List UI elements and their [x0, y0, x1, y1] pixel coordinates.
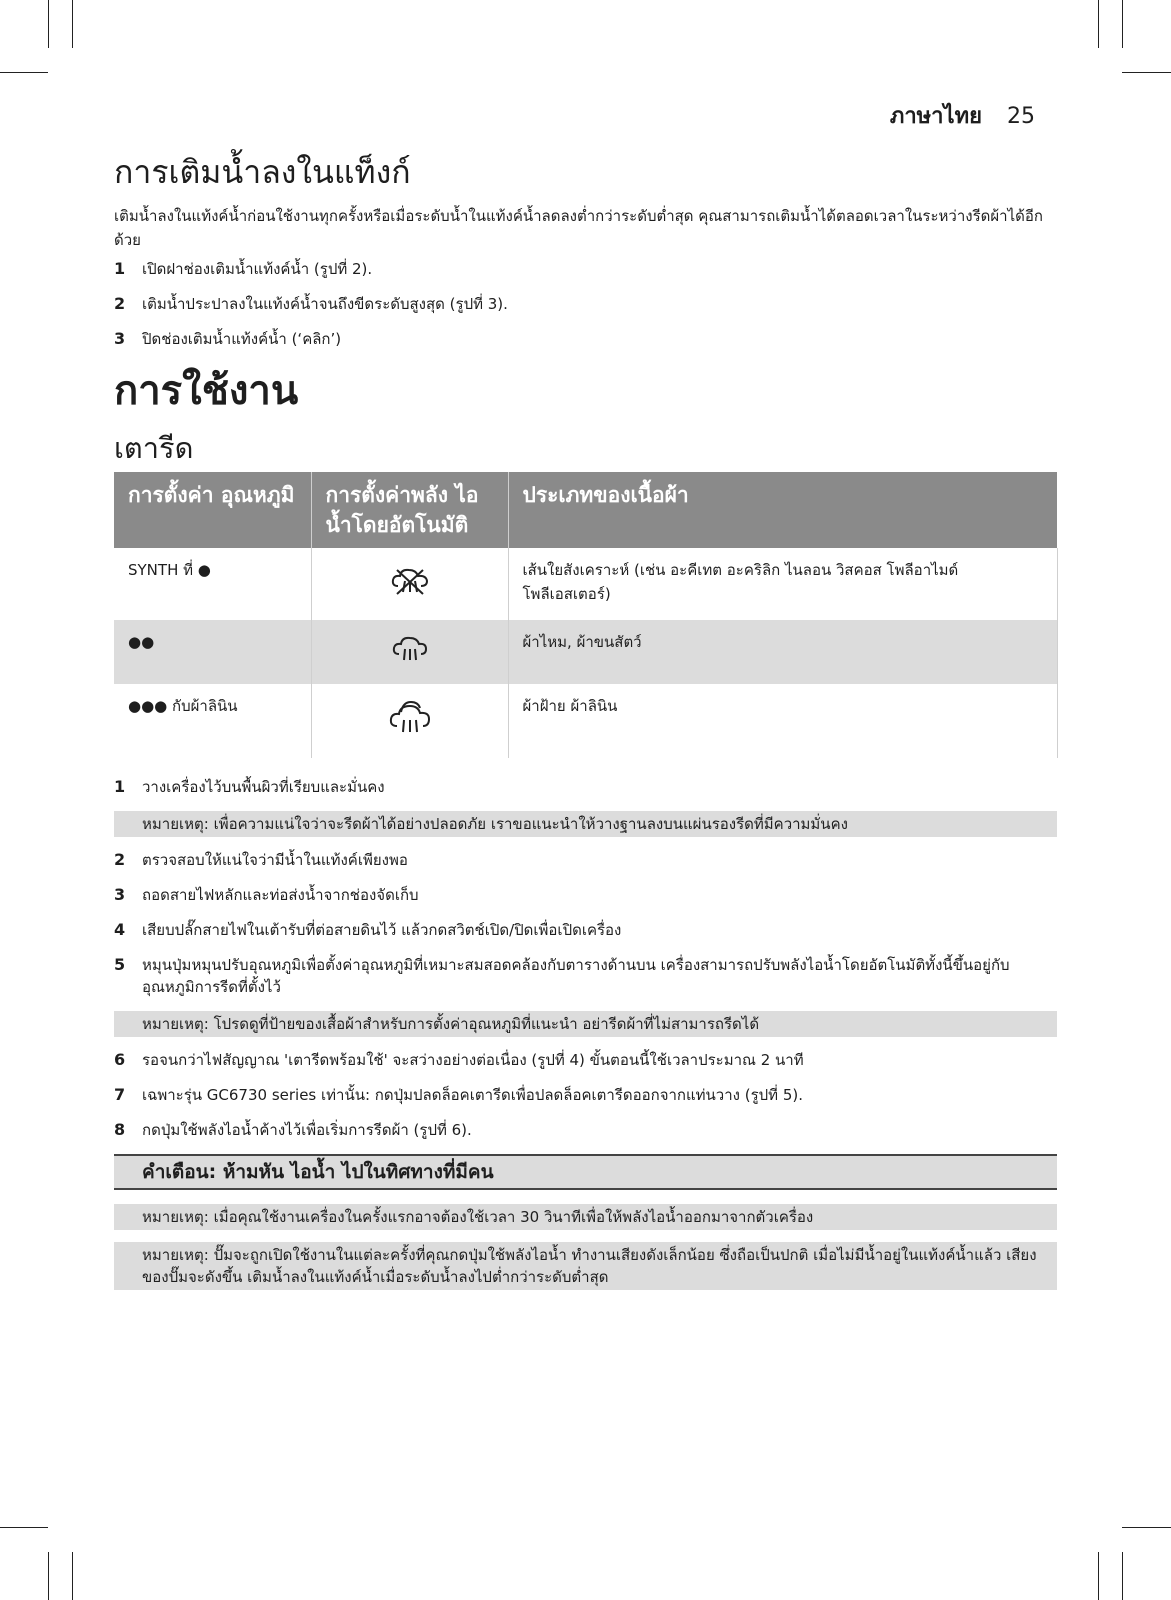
- crop-mark: [1098, 1552, 1099, 1600]
- steam-high-icon: [387, 700, 433, 736]
- step-text: หมุนปุ่มหมุนปรับอุณหภูมิเพื่อตั้งค่าอุณหภูมิที่เหมาะสมสอดคล้องกับตารางด้านบน เครื่องสามารถปรับพลังไอน้ำโดยอัตโนมัติทั้งนี้ขึ้นอยู่กับอุณหภูมิการรีดที่ตั้งไว้: [142, 956, 1010, 996]
- list-item: 7 เฉพาะรุ่น GC6730 series เท่านั้น: กดปุ่มปลดล็อคเตารีดเพื่อปลดล็อคเตารีดออกจากแท่นวาง (รูปที่ 5).: [114, 1085, 803, 1104]
- crop-mark: [1122, 1552, 1123, 1600]
- warning-box: คำเตือน: ห้ามหัน ไอน้ำ ไปในทิศทางที่มีคน: [114, 1154, 1057, 1190]
- table-header-row: [114, 472, 1057, 548]
- usage-steps: [114, 1049, 1057, 1141]
- fabric-cell: ผ้าไหม, ผ้าขนสัตว์: [508, 620, 1057, 684]
- crop-mark: [48, 1552, 49, 1600]
- header-steam: การตั้งค่าพลัง ไอน้ำโดยอัตโนมัติ: [311, 472, 508, 548]
- header-fabric: ประเภทของเนื้อผ้า: [508, 472, 1057, 548]
- usage-title: การใช้งาน: [114, 368, 299, 414]
- step-text: เปิดฝาช่องเติมน้ำแท้งค์น้ำ (รูปที่ 2).: [142, 260, 373, 278]
- list-item: 3 ถอดสายไฟหลักและท่อส่งน้ำจากช่องจัดเก็บ: [114, 885, 419, 904]
- step-text: ถอดสายไฟหลักและท่อส่งน้ำจากช่องจัดเก็บ: [142, 886, 419, 904]
- steam-low-icon: [390, 634, 430, 664]
- usage-steps: [114, 849, 1057, 998]
- page-header: [890, 98, 1035, 133]
- step-text: เสียบปลั๊กสายไฟในเต้ารับที่ต่อสายดินไว้ แล้วกดสวิตช์เปิด/ปิดเพื่อเปิดเครื่อง: [142, 921, 622, 939]
- table-row: [114, 684, 1057, 758]
- fill-title: การเติมน้ำลงในแท็งก์: [114, 153, 411, 191]
- step-text: รอจนกว่าไฟสัญญาณ 'เตารีดพร้อมใช้' จะสว่างอย่างต่อเนื่อง (รูปที่ 4) ขั้นตอนนี้ใช้เวลาประมาณ 2 นาที: [142, 1051, 804, 1069]
- page-content: [114, 150, 1057, 1302]
- usage-subtitle: เตารีด: [114, 431, 194, 465]
- step-text: วางเครื่องไว้บนพื้นผิวที่เรียบและมั่นคง: [142, 778, 385, 796]
- temp-cell: ●●● กับผ้าลินิน: [114, 684, 311, 758]
- fabric-cell: ผ้าฝ้าย ผ้าลินิน: [508, 684, 1057, 758]
- step-number: 2: [114, 294, 126, 313]
- step-number: 3: [114, 329, 126, 348]
- note-box: หมายเหตุ: โปรดดูที่ป้ายของเสื้อผ้าสำหรับการตั้งค่าอุณหภูมิที่แนะนำ อย่ารีดผ้าที่ไม่สามารถรีดได้: [114, 1011, 1057, 1037]
- crop-mark: [0, 1527, 48, 1528]
- fill-steps: [114, 258, 1057, 350]
- temp-cell: SYNTH ที่ ●: [114, 548, 311, 620]
- crop-mark: [1122, 0, 1123, 48]
- step-number: 1: [114, 259, 126, 278]
- crop-mark: [72, 0, 73, 48]
- step-text: เฉพาะรุ่น GC6730 series เท่านั้น: กดปุ่มปลดล็อคเตารีดเพื่อปลดล็อคเตารีดออกจากแท่นวาง (รูปที่ 5).: [142, 1086, 803, 1104]
- table-row: [114, 620, 1057, 684]
- list-item: 4 เสียบปลั๊กสายไฟในเต้ารับที่ต่อสายดินไว้ แล้วกดสวิตช์เปิด/ปิดเพื่อเปิดเครื่อง: [114, 920, 622, 939]
- list-item: 5 หมุนปุ่มหมุนปรับอุณหภูมิเพื่อตั้งค่าอุณหภูมิที่เหมาะสมสอดคล้องกับตารางด้านบน เครื่องสามารถปรับพลังไอน้ำโดยอัตโนมัติทั้งนี้ขึ้นอยู่กับอุณหภูมิการรีดที่ตั้งไว้: [114, 955, 1010, 996]
- fabric-cell: เส้นใยสังเคราะห์ (เช่น อะคีเทต อะคริลิก ไนลอน วิสคอส โพลีอาไมด์ โพลีเอสเตอร์): [508, 548, 1057, 620]
- list-item: 2 ตรวจสอบให้แน่ใจว่ามีน้ำในแท้งค์เพียงพอ: [114, 850, 408, 869]
- list-item: [114, 328, 1057, 350]
- step-text: ปิดช่องเติมน้ำแท้งค์น้ำ (‘คลิก’): [142, 330, 342, 348]
- crop-mark: [1122, 1527, 1171, 1528]
- language-label: ภาษาไทย: [889, 104, 982, 129]
- crop-mark: [48, 0, 49, 48]
- list-item: [114, 258, 1057, 280]
- steam-cell: [311, 548, 508, 620]
- step-text: ตรวจสอบให้แน่ใจว่ามีน้ำในแท้งค์เพียงพอ: [142, 851, 408, 869]
- step-text: เติมน้ำประปาลงในแท้งค์น้ำจนถึงขีดระดับสูงสุด (รูปที่ 3).: [142, 295, 508, 313]
- list-item: 1 วางเครื่องไว้บนพื้นผิวที่เรียบและมั่นคง: [114, 777, 385, 796]
- note-box: หมายเหตุ: เพื่อความแน่ใจว่าจะรีดผ้าได้อย่างปลอดภัย เราขอแนะนำให้วางฐานลงบนแผ่นรองรีดที่มีความมั่นคง: [114, 811, 1057, 837]
- note-box: หมายเหตุ: เมื่อคุณใช้งานเครื่องในครั้งแรกอาจต้องใช้เวลา 30 วินาทีเพื่อให้พลังไอน้ำออกมาจากตัวเครื่อง: [114, 1204, 1057, 1230]
- usage-steps: [114, 776, 1057, 798]
- crop-mark: [0, 72, 48, 73]
- crop-mark: [72, 1552, 73, 1600]
- list-item: [114, 293, 1057, 315]
- steam-cell: [311, 620, 508, 684]
- steam-cell: [311, 684, 508, 758]
- note-box: หมายเหตุ: ปั๊มจะถูกเปิดใช้งานในแต่ละครั้งที่คุณกดปุ่มใช้พลังไอน้ำ ทำงานเสียงดังเล็กน้อย ซึ่งถือเป็นปกติ เมื่อไม่มีน้ำอยู่ในแท้งค์น้ำแล้ว เสียงของปั๊มจะดังขึ้น เติมน้ำลงในแท้งค์น้ำเมื่อระดับน้ำลงไปต่ำกว่าระดับต่ำสุด: [114, 1242, 1057, 1290]
- fill-intro: เติมน้ำลงในแท้งค์น้ำก่อนใช้งานทุกครั้งหรือเมื่อระดับน้ำในแท้งค์น้ำลดลงต่ำกว่าระดับต่ำสุด คุณสามารถเติมน้ำได้ตลอดเวลาในระหว่างรีดผ้าได้อีกด้วย: [114, 207, 1043, 249]
- list-item: 6 รอจนกว่าไฟสัญญาณ 'เตารีดพร้อมใช้' จะสว่างอย่างต่อเนื่อง (รูปที่ 4) ขั้นตอนนี้ใช้เวลาประมาณ 2 นาที: [114, 1050, 804, 1069]
- settings-table: [114, 472, 1058, 758]
- list-item: 8 กดปุ่มใช้พลังไอน้ำค้างไว้เพื่อเริ่มการรีดผ้า (รูปที่ 6).: [114, 1120, 472, 1139]
- crop-mark: [1098, 0, 1099, 48]
- no-steam-icon: [390, 566, 430, 596]
- table-row: [114, 548, 1057, 620]
- temp-cell: ●●: [114, 620, 311, 684]
- page-number: 25: [1007, 104, 1035, 129]
- header-temperature: การตั้งค่า อุณหภูมิ: [114, 472, 311, 548]
- step-text: กดปุ่มใช้พลังไอน้ำค้างไว้เพื่อเริ่มการรีดผ้า (รูปที่ 6).: [142, 1121, 472, 1139]
- crop-mark: [1122, 72, 1171, 73]
